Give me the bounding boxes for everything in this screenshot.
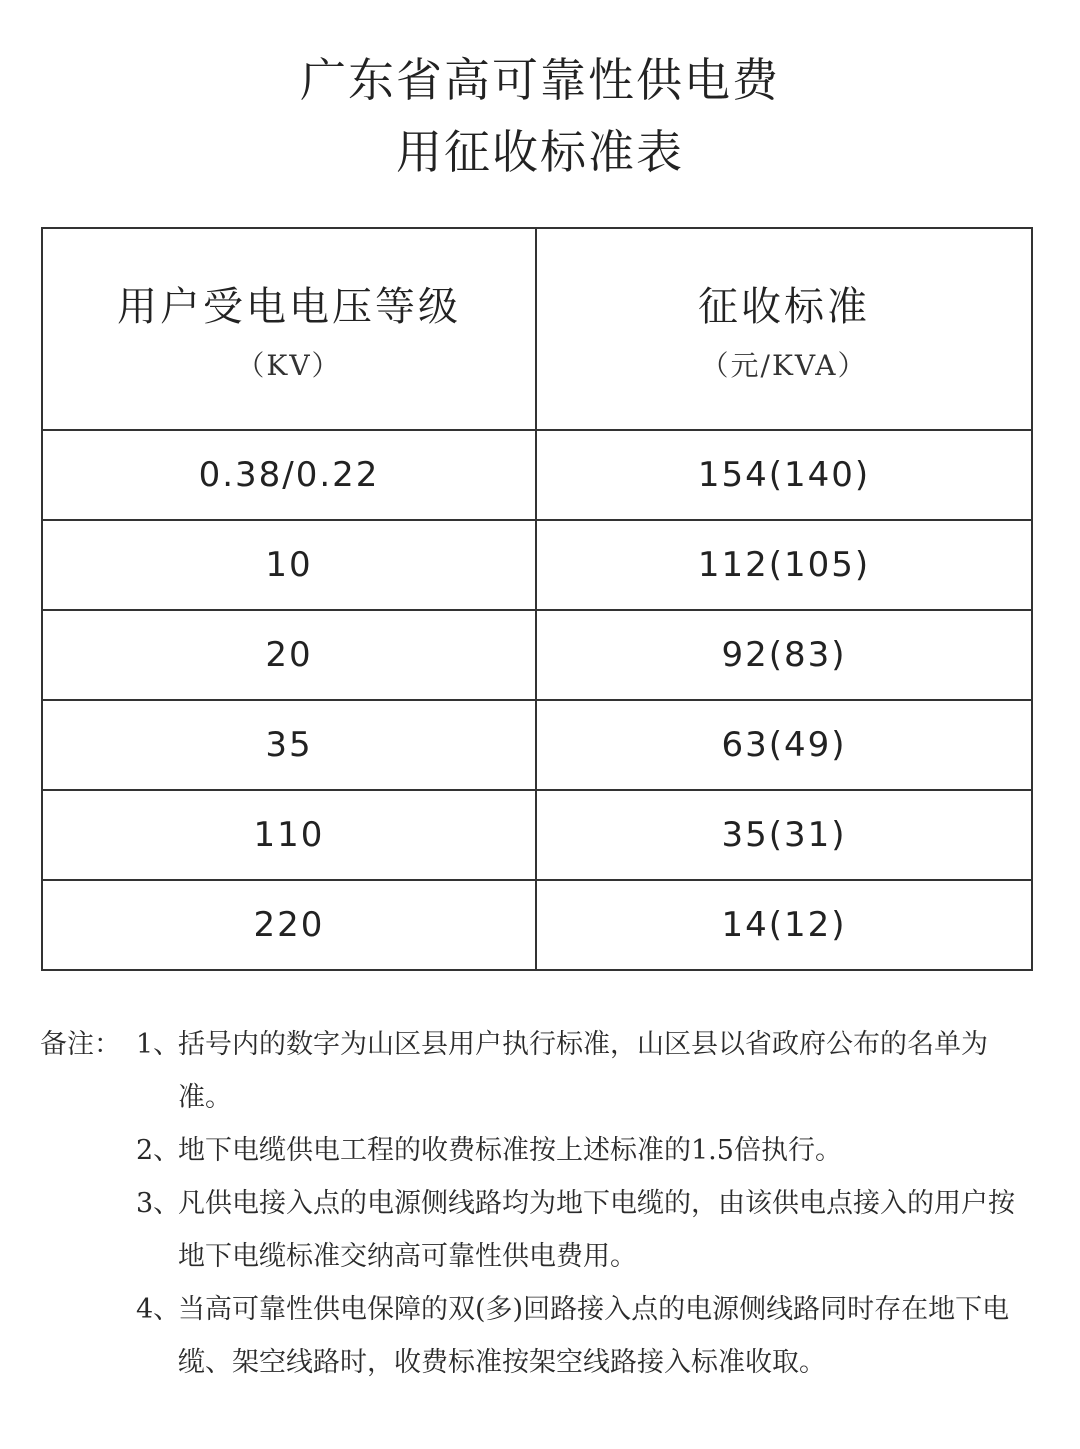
fee-cell: 92(83): [536, 610, 1032, 700]
table-row: [42, 520, 1032, 610]
page-title-line-1: 广东省高可靠性供电费: [300, 53, 780, 107]
fee-cell: 14(12): [536, 880, 1032, 970]
table-row: [42, 790, 1032, 880]
voltage-cell: 10: [42, 520, 536, 610]
fee-standard-table: [41, 227, 1033, 971]
header-voltage-level: [42, 228, 536, 430]
fee-cell: 154(140): [536, 430, 1032, 520]
note-text: 地下电缆供电工程的收费标准按上述标准的1.5倍执行。: [178, 1135, 842, 1166]
note-item: [40, 1283, 1040, 1389]
note-number: 3、: [136, 1188, 181, 1219]
table-row: [42, 430, 1032, 520]
note-number: 1、: [136, 1029, 181, 1060]
header-fee-standard: [536, 228, 1032, 430]
voltage-cell: 20: [42, 610, 536, 700]
table-header-row: [42, 228, 1032, 430]
voltage-cell: 220: [42, 880, 536, 970]
note-text: 当高可靠性供电保障的双(多)回路接入点的电源侧线路同时存在地下电缆、架空线路时，收费标准按架空线路接入标准收取。: [178, 1294, 1010, 1378]
note-text: 凡供电接入点的电源侧线路均为地下电缆的，由该供电点接入的用户按地下电缆标准交纳高可靠性供电费用。: [178, 1188, 1015, 1272]
note-text: 括号内的数字为山区县用户执行标准，山区县以省政府公布的名单为准。: [178, 1029, 988, 1113]
voltage-cell: 0.38/0.22: [42, 430, 536, 520]
table-row: [42, 610, 1032, 700]
table-row: [42, 880, 1032, 970]
fee-cell: 63(49): [536, 700, 1032, 790]
header-fee-standard-label: 征收标准: [698, 283, 870, 330]
fee-cell: 112(105): [536, 520, 1032, 610]
header-voltage-level-unit: （KV）: [236, 348, 342, 382]
note-item: [40, 1124, 1040, 1177]
fee-cell: 35(31): [536, 790, 1032, 880]
voltage-cell: 110: [42, 790, 536, 880]
voltage-cell: 35: [42, 700, 536, 790]
note-number: 4、: [136, 1294, 181, 1325]
notes-section: [40, 1018, 1040, 1389]
notes-label: 备注：: [40, 1029, 121, 1060]
header-voltage-level-label: 用户受电电压等级: [117, 283, 461, 330]
note-item: [40, 1177, 1040, 1283]
note-item: [40, 1018, 1040, 1124]
note-number: 2、: [136, 1135, 181, 1166]
page-title-line-2: 用征收标准表: [396, 125, 684, 179]
table-row: [42, 700, 1032, 790]
header-fee-standard-unit: （元/KVA）: [700, 348, 868, 382]
